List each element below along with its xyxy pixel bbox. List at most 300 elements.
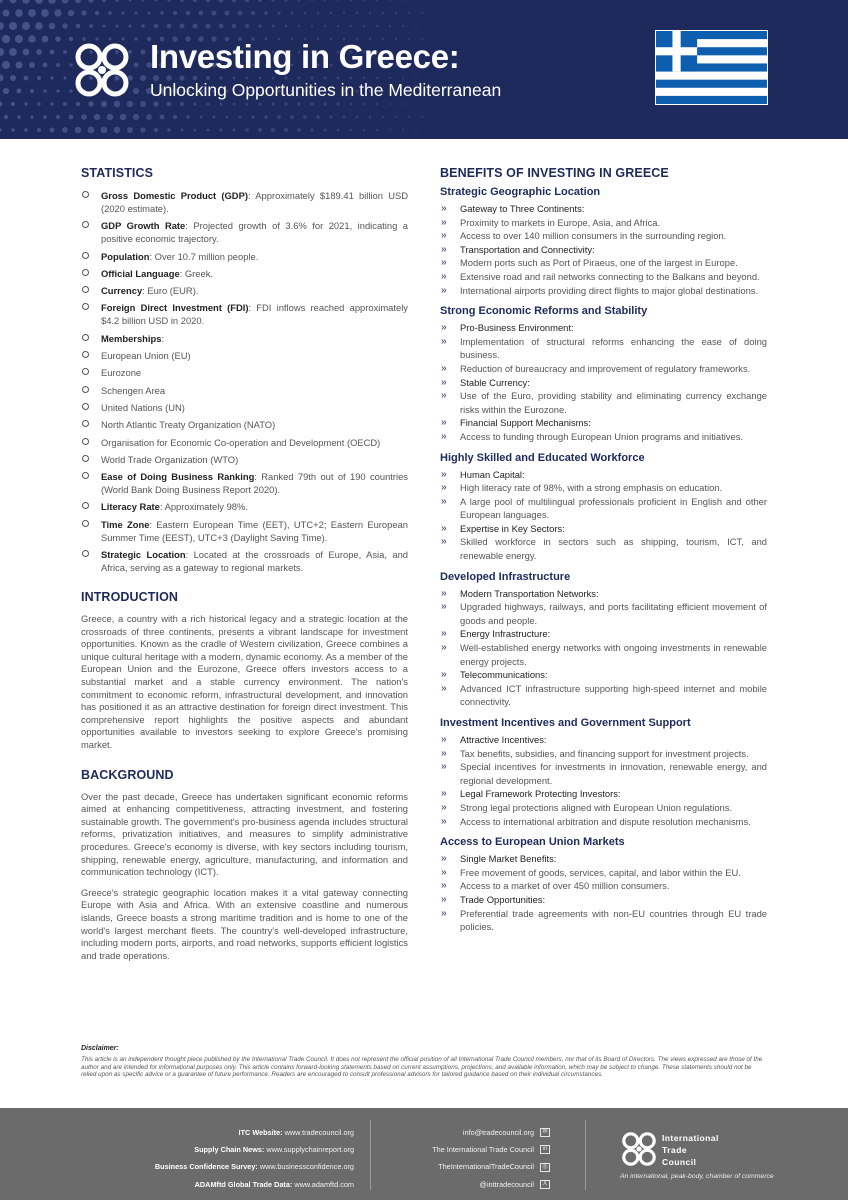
footer-social-text[interactable]: info@tradecouncil.org [462, 1128, 534, 1137]
chevron-bullet-icon: » [441, 417, 447, 429]
dot-decoration [258, 102, 261, 105]
statistic-value: North Atlantic Treaty Organization (NATO) [101, 419, 276, 431]
dot-decoration [129, 0, 132, 2]
dot-decoration [37, 128, 41, 132]
footer-link-url[interactable]: www.businessconfidence.org [259, 1162, 354, 1172]
dot-decoration [200, 116, 203, 119]
dot-decoration [24, 102, 27, 105]
benefit-colon: : [542, 893, 546, 905]
dot-decoration [291, 12, 294, 15]
dot-decoration [81, 10, 86, 15]
dot-decoration [133, 88, 139, 94]
statistic-label: Foreign Direct Investment (FDI) [101, 302, 249, 314]
dot-decoration [343, 12, 345, 14]
benefit-item [440, 907, 767, 934]
greek-flag-icon [655, 30, 768, 105]
footer-brand [662, 1132, 719, 1168]
benefit-text: Proximity to markets in Europe, Asia, and Africa. [460, 216, 661, 228]
dot-decoration [199, 11, 204, 16]
benefit-text: Strong legal protections aligned with European Union regulations. [460, 801, 733, 813]
dot-decoration [9, 48, 17, 56]
dot-decoration [154, 24, 158, 28]
benefit-heading-item [440, 893, 767, 907]
dot-decoration [75, 0, 81, 3]
dot-decoration [219, 24, 224, 29]
dot-decoration [179, 23, 184, 28]
benefit-text: Reduction of bureaucracy and improvement of regulatory frameworks. [460, 362, 751, 374]
benefit-text: Pro-Business Environment [460, 322, 571, 334]
footer-social-text[interactable]: @inttradecouncil [479, 1179, 534, 1189]
chevron-bullet-icon: » [441, 788, 447, 800]
dot-decoration [211, 10, 216, 15]
dot-decoration [41, 9, 49, 17]
circle-bullet-icon [82, 368, 89, 375]
statistic-label: GDP Growth Rate [101, 220, 186, 232]
dot-decoration [356, 12, 358, 14]
page-title: Investing in Greece: [150, 38, 460, 75]
dot-decoration [350, 129, 353, 132]
chevron-bullet-icon: » [441, 734, 447, 745]
benefit-text: Gateway to Three Continents [460, 203, 582, 214]
circle-bullet-icon [82, 351, 89, 358]
chevron-bullet-icon: » [441, 682, 447, 694]
dot-decoration [128, 24, 131, 27]
footer-social-row[interactable] [400, 1141, 550, 1158]
itc-logo-icon [72, 40, 132, 100]
dot-decoration [395, 12, 397, 14]
dot-decoration [37, 102, 40, 105]
dot-decoration [271, 128, 275, 132]
benefit-item [440, 600, 767, 627]
statistic-value: : Approximately 98%. [159, 501, 248, 513]
benefit-text: Transportation and Connectivity [460, 243, 593, 255]
dot-decoration [408, 12, 410, 14]
dot-decoration [180, 0, 184, 2]
dot-decoration [0, 22, 4, 30]
dot-decoration [298, 0, 301, 1]
dot-decoration [23, 49, 30, 56]
statistic-item [81, 332, 408, 345]
dot-decoration [42, 36, 49, 43]
dot-decoration [22, 0, 29, 4]
dot-decoration [0, 0, 3, 3]
brand-line: Council [662, 1157, 697, 1167]
dot-decoration [17, 115, 20, 118]
dot-decoration [63, 102, 67, 106]
dot-decoration [9, 22, 17, 30]
circle-bullet-icon [82, 520, 89, 527]
footer-tagline: An international, peak-body, chamber of commerce [620, 1173, 774, 1180]
dot-decoration [11, 102, 15, 106]
dot-decoration [142, 0, 145, 1]
benefit-text: Access to funding through European Union programs and initiatives. [460, 430, 743, 442]
benefit-item [440, 760, 767, 787]
dot-decoration [226, 116, 229, 119]
statistic-value: World Trade Organization (WTO) [101, 453, 239, 465]
dot-decoration [220, 129, 223, 132]
dot-decoration [363, 0, 365, 1]
benefit-text: Trade Opportunities [460, 893, 543, 905]
dot-decoration [272, 25, 275, 28]
statistic-item [81, 189, 408, 215]
footer-link-row[interactable] [80, 1158, 354, 1175]
chevron-bullet-icon: » [441, 642, 447, 654]
introduction-heading: INTRODUCTION [81, 590, 179, 605]
benefit-list [440, 468, 767, 563]
dot-decoration [258, 128, 262, 132]
dot-decoration [224, 10, 229, 15]
footer-social-text[interactable]: TheInternationalTradeCouncil [438, 1162, 534, 1172]
benefit-text: Access to over 140 million consumers in the surrounding region. [460, 230, 727, 242]
dot-decoration [155, 0, 158, 2]
chevron-bullet-icon: » [441, 257, 447, 269]
dot-decoration [245, 0, 250, 2]
statistic-item [81, 453, 408, 466]
footer-link-label: Business Confidence Survey: [154, 1162, 258, 1172]
statistic-item [81, 436, 408, 449]
circle-bullet-icon [82, 550, 89, 557]
benefit-text: Attractive Incentives [460, 734, 544, 745]
dot-decoration [251, 115, 254, 118]
statistic-item [81, 267, 408, 280]
benefit-subheading: Highly Skilled and Educated Workforce [440, 451, 645, 464]
dot-decoration [350, 25, 353, 28]
dot-decoration [146, 114, 152, 120]
dot-decoration [350, 103, 353, 106]
dot-decoration [376, 77, 379, 80]
dot-decoration [376, 0, 378, 1]
dot-decoration [343, 116, 346, 119]
dot-decoration [192, 23, 197, 28]
dot-decoration [336, 102, 339, 105]
benefit-subheading: Investment Incentives and Government Support [440, 717, 691, 729]
benefit-item [440, 284, 767, 298]
dot-decoration [102, 24, 105, 27]
statistic-value: : Projected growth of 3.6% for 2021, indicating a positive economic trajectory. [101, 220, 408, 245]
benefit-text: Extensive road and rail networks connecting to the Balkans and beyond. [460, 270, 760, 282]
footer-link-row[interactable] [80, 1124, 354, 1141]
benefit-item [440, 481, 767, 495]
statistic-label: Strategic Location [101, 549, 186, 561]
benefit-text: Access to a market of over 450 million consumers. [460, 880, 670, 892]
benefit-list [440, 202, 767, 297]
footer-link-label: Supply Chain News: [194, 1145, 265, 1155]
dot-decoration [220, 103, 223, 106]
benefit-item [440, 641, 767, 668]
circle-bullet-icon [82, 269, 89, 276]
footer-social-row[interactable] [400, 1176, 550, 1193]
dot-decoration [421, 12, 423, 14]
benefit-heading-item [440, 416, 767, 430]
dot-decoration [239, 116, 242, 119]
dot-decoration [114, 101, 120, 107]
dot-decoration [415, 103, 417, 105]
dot-decoration [62, 23, 67, 28]
dot-decoration [219, 0, 224, 2]
dot-decoration [415, 129, 417, 131]
footer-link-url[interactable]: www.adamftd.com [294, 1179, 354, 1189]
benefit-item [440, 229, 767, 243]
statistic-value: : Located at the crossroads of Europe, Asia, and Africa, serving as a gateway to regional markets. [101, 549, 408, 574]
statistic-value: Eurozone [101, 367, 142, 379]
dot-decoration [272, 77, 275, 80]
dot-decoration [29, 62, 35, 68]
benefit-colon: : [617, 788, 621, 800]
chevron-bullet-icon: » [441, 322, 447, 334]
dot-decoration [76, 102, 81, 107]
dot-decoration [2, 61, 10, 69]
dot-decoration [180, 102, 184, 106]
page-subtitle: Unlocking Opportunities in the Mediterranean [150, 80, 502, 100]
dot-decoration [402, 0, 404, 1]
dot-decoration [50, 50, 55, 55]
chevron-bullet-icon: » [441, 880, 447, 892]
statistic-value: : [161, 332, 165, 344]
benefit-text: Stable Currency [460, 376, 528, 388]
chevron-bullet-icon: » [441, 203, 447, 214]
dot-decoration [134, 37, 138, 41]
dot-decoration [140, 101, 146, 107]
dot-decoration [363, 103, 366, 106]
dot-decoration [264, 115, 267, 118]
statistic-item [81, 301, 408, 327]
dot-decoration [56, 89, 59, 92]
benefit-text: Preferential trade agreements with non-EU countries through EU trade policies. [460, 907, 767, 933]
benefit-colon: : [527, 376, 530, 388]
footer-social-row[interactable] [400, 1124, 550, 1141]
dot-decoration [173, 11, 177, 15]
footer-link-row[interactable] [80, 1141, 354, 1158]
benefit-heading-item [440, 468, 767, 482]
dot-decoration [140, 127, 145, 132]
benefit-text: Special incentives for investments in innovation, renewable energy, and regional development. [460, 761, 767, 786]
dot-decoration [376, 129, 378, 131]
dot-decoration [369, 12, 372, 15]
benefit-item [440, 535, 767, 562]
benefit-text: High literacy rate of 98%, with a strong emphasis on education. [460, 482, 723, 494]
dot-decoration [284, 0, 287, 2]
dot-decoration [141, 24, 145, 28]
circle-bullet-icon [82, 286, 89, 293]
dot-decoration [140, 75, 146, 81]
dot-decoration [232, 128, 235, 131]
itc-logo-icon [620, 1130, 658, 1168]
dot-decoration [337, 0, 339, 1]
benefit-text: Modern ports such as Port of Piraeus, one of the largest in Europe. [460, 257, 738, 269]
circle-bullet-icon [82, 438, 89, 445]
dot-decoration [205, 23, 210, 28]
dot-decoration [233, 77, 236, 80]
dot-decoration [376, 103, 378, 105]
footer-social-text[interactable]: The International Trade Council [432, 1145, 534, 1155]
dot-decoration [389, 103, 391, 105]
footer-social-row[interactable] [400, 1158, 550, 1175]
dot-decoration [194, 129, 197, 132]
dot-decoration [284, 128, 288, 132]
dot-decoration [258, 0, 262, 2]
statistic-item [81, 366, 408, 379]
dot-decoration [167, 0, 170, 2]
benefit-item [440, 270, 767, 284]
dot-decoration [81, 114, 87, 120]
dot-decoration [284, 102, 288, 106]
dot-decoration [324, 25, 326, 27]
instagram-icon: ◎ [540, 1163, 550, 1172]
dot-decoration [193, 0, 197, 2]
dot-decoration [356, 116, 359, 119]
footer-link-url[interactable]: www.tradecouncil.org [284, 1128, 354, 1137]
dot-decoration [167, 128, 171, 132]
dot-decoration [389, 129, 391, 131]
statistic-item [81, 284, 408, 297]
dot-decoration [48, 0, 56, 4]
dot-decoration [160, 11, 163, 14]
dot-decoration [277, 115, 281, 119]
dot-decoration [0, 74, 4, 81]
dot-decoration [94, 114, 100, 120]
statistic-item [81, 500, 408, 513]
dot-decoration [251, 11, 255, 15]
dot-decoration [285, 77, 288, 80]
benefit-list [440, 587, 767, 709]
dot-decoration [395, 116, 397, 118]
benefit-item [440, 495, 767, 522]
benefit-heading-item [440, 243, 767, 257]
chevron-bullet-icon: » [441, 522, 447, 534]
dot-decoration [271, 0, 275, 2]
benefit-item [440, 815, 767, 829]
statistics-heading: STATISTICS [81, 166, 154, 180]
dot-decoration [297, 128, 301, 132]
dot-decoration [63, 50, 67, 54]
footer-link-row[interactable] [80, 1176, 354, 1193]
benefit-item [440, 256, 767, 270]
benefit-text: International airports providing direct flights to major global destinations. [460, 284, 759, 296]
dot-decoration [62, 127, 68, 133]
dot-decoration [141, 50, 146, 55]
benefit-heading-item [440, 321, 767, 335]
left-column [81, 166, 408, 970]
chevron-bullet-icon: » [441, 230, 447, 242]
benefit-heading-item [440, 376, 767, 390]
footer-link-label: ITC Website: [238, 1128, 283, 1137]
dot-decoration [116, 25, 119, 28]
chevron-bullet-icon: » [441, 243, 447, 255]
circle-bullet-icon [82, 191, 89, 198]
chevron-bullet-icon: » [441, 866, 447, 878]
dot-decoration [160, 115, 165, 120]
statistic-item [81, 518, 408, 544]
dot-decoration [127, 101, 133, 107]
dot-decoration [35, 22, 42, 29]
circle-bullet-icon [82, 420, 89, 427]
statistic-label: Currency [101, 285, 143, 297]
benefit-colon: : [581, 203, 585, 214]
dot-decoration [30, 115, 33, 118]
chevron-bullet-icon: » [441, 362, 447, 374]
dot-decoration [258, 24, 261, 27]
benefit-list [440, 852, 767, 934]
dot-decoration [232, 0, 237, 2]
dot-decoration [363, 25, 366, 28]
dot-decoration [35, 0, 43, 4]
dot-decoration [415, 0, 417, 1]
chevron-bullet-icon: » [441, 601, 447, 613]
footer-divider [585, 1120, 586, 1190]
chevron-bullet-icon: » [441, 747, 447, 759]
dot-decoration [95, 11, 99, 15]
benefit-item [440, 801, 767, 815]
chevron-bullet-icon: » [441, 587, 447, 599]
benefit-list [440, 321, 767, 443]
benefit-text: Human Capital [460, 468, 523, 480]
dot-decoration [323, 128, 326, 131]
benefit-list [440, 733, 767, 828]
dot-decoration [108, 11, 112, 15]
dot-decoration [285, 25, 288, 28]
dot-decoration [337, 129, 340, 132]
benefit-text: Energy Infrastructure [460, 628, 548, 640]
dot-decoration [245, 128, 249, 132]
footer-link-url[interactable]: www.supplychainreport.org [266, 1145, 354, 1155]
chevron-bullet-icon: » [441, 893, 447, 905]
statistic-item [81, 401, 408, 414]
dot-decoration [376, 25, 379, 28]
statistic-value: : Approximately $189.41 billion USD (2020 estimate). [101, 190, 408, 214]
dot-decoration [88, 0, 93, 3]
circle-bullet-icon [82, 303, 89, 310]
benefit-text: Skilled workforce in sectors such as shipping, tourism, ICT, and renewable energy. [460, 536, 767, 562]
dot-decoration [133, 114, 139, 120]
benefit-colon: : [544, 669, 548, 681]
dot-decoration [303, 115, 307, 119]
dot-decoration [10, 75, 16, 81]
dot-decoration [88, 101, 93, 106]
dot-decoration [121, 11, 124, 14]
statistic-label: Literacy Rate [101, 501, 160, 513]
dot-decoration [207, 129, 210, 132]
circle-bullet-icon [82, 252, 89, 259]
benefit-item [440, 866, 767, 880]
chevron-bullet-icon: » [441, 482, 447, 494]
statistic-value: : Greek. [179, 267, 214, 279]
circle-bullet-icon [82, 472, 89, 479]
benefit-colon: : [553, 853, 557, 865]
dot-decoration [389, 25, 391, 27]
header-banner [0, 0, 848, 139]
chevron-bullet-icon: » [441, 376, 447, 388]
dot-decoration [297, 102, 301, 106]
footer-social [400, 1124, 550, 1193]
statistic-value: : Eastern European Time (EET), UTC+2; Eastern European Summer Time (EEST), UTC+3 (Daylight Saving Time). [101, 518, 408, 543]
footer-link-label: ADAMftd Global Trade Data: [194, 1179, 293, 1189]
statistic-item [81, 418, 408, 431]
dot-decoration [50, 76, 53, 79]
statistics-list [81, 189, 408, 574]
dot-decoration [114, 127, 120, 133]
benefit-heading-item [440, 202, 767, 216]
chevron-bullet-icon: » [441, 335, 447, 347]
dot-decoration [68, 10, 74, 16]
dot-decoration [107, 114, 114, 121]
dot-decoration [232, 24, 236, 28]
disclaimer-text: This article is an independent thought piece published by the International Trade Council. It does not represent the official position of all International Trade Council members, nor that of its Board of Directors. The views expressed are those of the author and are intended for informational purposes only. This article contains forward-looking statements based on current assumptions, projections, and available information, which may be subject to change. These statements should not be relied upon as specific advice or a guarantee of future performance. Readers are encouraged to consult professional advisors for tailored guidance based on their individual circumstances. [81, 1056, 763, 1079]
disclaimer [81, 1045, 767, 1079]
dot-decoration [3, 10, 10, 17]
background-paragraph-1: Over the past decade, Greece has undertaken significant economic reforms aimed at enhancing competitiveness, attracting investment, and fostering sustainable growth. The government's pro-business agenda includes structural reforms, privatization initiatives, and measures to simplify administrative procedures. Greece's economy is diverse, with key sectors including tourism, shipping, renewable energy, agriculture, manufacturing, and information and communication technology (ICT). [81, 790, 408, 878]
benefit-item [440, 335, 767, 362]
chevron-bullet-icon: » [441, 907, 447, 919]
